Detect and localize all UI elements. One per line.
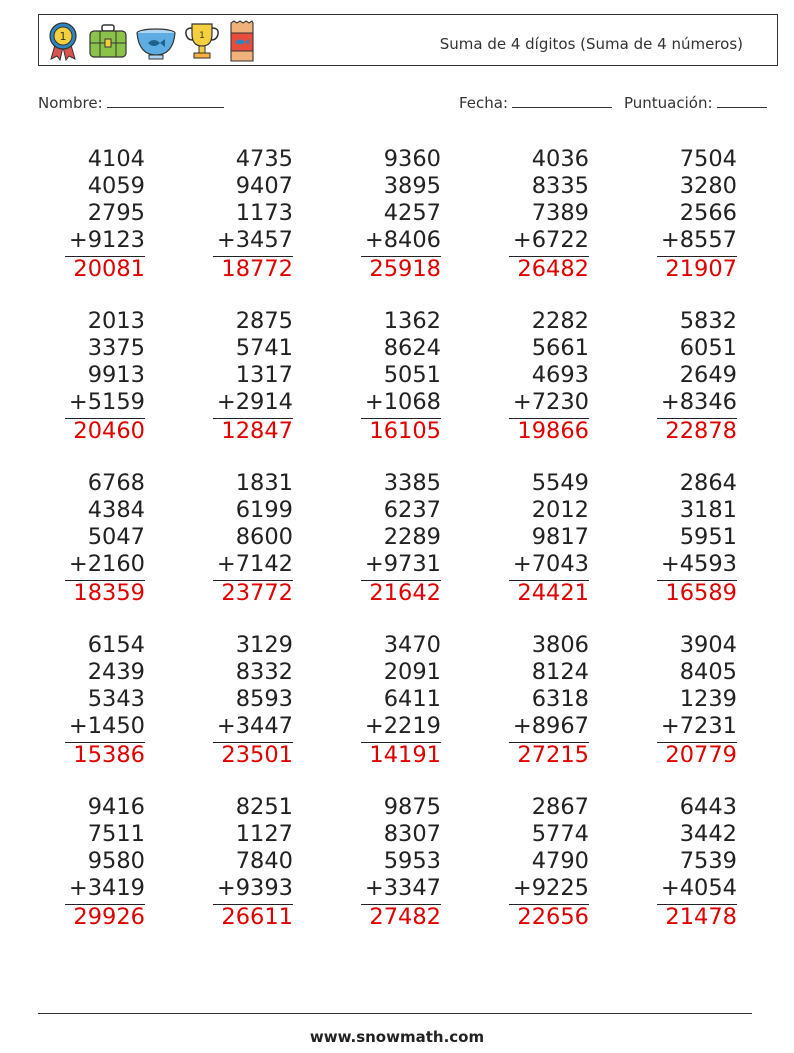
addend: 8600	[235, 524, 293, 550]
addend: 8124	[531, 659, 589, 685]
addition-problem	[657, 632, 737, 769]
addend: 5741	[235, 335, 293, 361]
addend: 3895	[383, 173, 441, 199]
addition-problem	[65, 146, 145, 283]
addend: 8593	[235, 686, 293, 712]
addend: 6237	[383, 497, 441, 523]
addition-problem	[657, 146, 737, 283]
addend: 6199	[235, 497, 293, 523]
addend: 5951	[679, 524, 737, 550]
answer: 23501	[221, 742, 293, 768]
addition-problem	[65, 794, 145, 931]
addition-problem	[65, 308, 145, 445]
addend: 4104	[87, 146, 145, 172]
addend: 3181	[679, 497, 737, 523]
addend: 2013	[87, 308, 145, 334]
addend: 2091	[383, 659, 441, 685]
last-addend: +9123	[68, 227, 145, 253]
addend: 6443	[679, 794, 737, 820]
addend: 9416	[87, 794, 145, 820]
addend: 4059	[87, 173, 145, 199]
last-addend: +4054	[660, 875, 737, 901]
addend: 7511	[87, 821, 145, 847]
answer: 18359	[73, 580, 145, 606]
addend: 3806	[531, 632, 589, 658]
addend: 8307	[383, 821, 441, 847]
addition-problem	[509, 146, 589, 283]
addend: 4036	[531, 146, 589, 172]
addend: 6051	[679, 335, 737, 361]
answer: 25918	[369, 256, 441, 282]
answer: 14191	[369, 742, 441, 768]
score-field	[624, 93, 767, 112]
addend: 7504	[679, 146, 737, 172]
addition-problem	[509, 470, 589, 607]
last-addend: +3347	[364, 875, 441, 901]
last-addend: +9225	[512, 875, 589, 901]
addend: 7389	[531, 200, 589, 226]
svg-text:1: 1	[199, 31, 205, 41]
addend: 7539	[679, 848, 737, 874]
addend: 2282	[531, 308, 589, 334]
fishbowl-icon	[135, 21, 177, 61]
answer: 20081	[73, 256, 145, 282]
addition-problem	[65, 632, 145, 769]
last-addend: +7231	[660, 713, 737, 739]
addend: 2566	[679, 200, 737, 226]
answer: 27215	[517, 742, 589, 768]
addend: 8405	[679, 659, 737, 685]
addition-problem	[361, 470, 441, 607]
addition-problem	[657, 794, 737, 931]
addend: 2649	[679, 362, 737, 388]
footer-site: www.snowmath.com	[309, 1028, 485, 1046]
addend: 1127	[235, 821, 293, 847]
addend: 1317	[235, 362, 293, 388]
last-addend: +9731	[364, 551, 441, 577]
last-addend: +1068	[364, 389, 441, 415]
addend: 2875	[235, 308, 293, 334]
addend: 1173	[235, 200, 293, 226]
addend: 6768	[87, 470, 145, 496]
answer: 15386	[73, 742, 145, 768]
answer: 29926	[73, 904, 145, 930]
last-addend: +8557	[660, 227, 737, 253]
addition-problem	[657, 470, 737, 607]
addend: 5051	[383, 362, 441, 388]
date-field	[459, 93, 612, 112]
name-label: Nombre:	[38, 94, 103, 112]
date-label: Fecha:	[459, 94, 509, 112]
addend: 3904	[679, 632, 737, 658]
trophy-icon	[183, 20, 221, 62]
date-blank-line[interactable]	[512, 93, 612, 108]
addend: 2864	[679, 470, 737, 496]
addition-problem	[509, 794, 589, 931]
addition-problem	[213, 794, 293, 931]
addition-problem	[213, 470, 293, 607]
answer: 18772	[221, 256, 293, 282]
addend: 4735	[235, 146, 293, 172]
addend: 3442	[679, 821, 737, 847]
addition-problem	[361, 146, 441, 283]
answer: 26482	[517, 256, 589, 282]
addend: 3375	[87, 335, 145, 361]
addition-problem	[657, 308, 737, 445]
score-blank-line[interactable]	[717, 93, 767, 108]
name-blank-line[interactable]	[107, 93, 224, 108]
answer: 16105	[369, 418, 441, 444]
answer: 21907	[665, 256, 737, 282]
last-addend: +3419	[68, 875, 145, 901]
addition-problem	[65, 470, 145, 607]
addend: 5661	[531, 335, 589, 361]
addend: 8624	[383, 335, 441, 361]
addend: 4384	[87, 497, 145, 523]
answer: 22656	[517, 904, 589, 930]
addition-problem	[213, 632, 293, 769]
addend: 6411	[383, 686, 441, 712]
addend: 2289	[383, 524, 441, 550]
header-icons	[45, 19, 257, 63]
addend: 3280	[679, 173, 737, 199]
addend: 6318	[531, 686, 589, 712]
answer: 26611	[221, 904, 293, 930]
addition-problem	[361, 794, 441, 931]
last-addend: +7043	[512, 551, 589, 577]
svg-text:1: 1	[59, 30, 67, 43]
addend: 9913	[87, 362, 145, 388]
last-addend: +5159	[68, 389, 145, 415]
addend: 3129	[235, 632, 293, 658]
last-addend: +1450	[68, 713, 145, 739]
worksheet-title: Suma de 4 dígitos (Suma de 4 números)	[439, 35, 743, 53]
answer: 16589	[665, 580, 737, 606]
addend: 8335	[531, 173, 589, 199]
addend: 8332	[235, 659, 293, 685]
suitcase-icon	[87, 21, 129, 61]
medal-icon	[45, 21, 81, 61]
addition-problem	[213, 146, 293, 283]
answer: 23772	[221, 580, 293, 606]
addend: 9580	[87, 848, 145, 874]
worksheet-header	[38, 14, 778, 66]
addend: 2795	[87, 200, 145, 226]
addend: 5549	[531, 470, 589, 496]
last-addend: +6722	[512, 227, 589, 253]
last-addend: +3457	[216, 227, 293, 253]
addend: 5953	[383, 848, 441, 874]
addend: 3470	[383, 632, 441, 658]
addend: 6154	[87, 632, 145, 658]
addend: 4257	[383, 200, 441, 226]
answer: 21642	[369, 580, 441, 606]
addition-problem	[509, 632, 589, 769]
addition-problem	[361, 632, 441, 769]
last-addend: +2914	[216, 389, 293, 415]
addend: 1831	[235, 470, 293, 496]
addend: 2867	[531, 794, 589, 820]
addend: 5832	[679, 308, 737, 334]
addition-problem	[509, 308, 589, 445]
answer: 24421	[517, 580, 589, 606]
last-addend: +7142	[216, 551, 293, 577]
last-addend: +4593	[660, 551, 737, 577]
addend: 1239	[679, 686, 737, 712]
addend: 7840	[235, 848, 293, 874]
answer: 12847	[221, 418, 293, 444]
last-addend: +2219	[364, 713, 441, 739]
addend: 9875	[383, 794, 441, 820]
addend: 5343	[87, 686, 145, 712]
footer-divider	[38, 1013, 752, 1014]
addend: 5047	[87, 524, 145, 550]
answer: 22878	[665, 418, 737, 444]
answer: 20460	[73, 418, 145, 444]
last-addend: +2160	[68, 551, 145, 577]
addend: 2012	[531, 497, 589, 523]
addend: 9817	[531, 524, 589, 550]
name-field	[38, 93, 224, 112]
answer: 27482	[369, 904, 441, 930]
addend: 9407	[235, 173, 293, 199]
last-addend: +8346	[660, 389, 737, 415]
addend: 2439	[87, 659, 145, 685]
addend: 9360	[383, 146, 441, 172]
answer: 20779	[665, 742, 737, 768]
last-addend: +8406	[364, 227, 441, 253]
addend: 4693	[531, 362, 589, 388]
addition-problem	[361, 308, 441, 445]
score-label: Puntuación:	[624, 94, 713, 112]
addition-problem	[213, 308, 293, 445]
last-addend: +3447	[216, 713, 293, 739]
last-addend: +8967	[512, 713, 589, 739]
last-addend: +9393	[216, 875, 293, 901]
answer: 19866	[517, 418, 589, 444]
addend: 1362	[383, 308, 441, 334]
fish-can-icon	[227, 19, 257, 63]
addend: 4790	[531, 848, 589, 874]
addend: 3385	[383, 470, 441, 496]
addend: 5774	[531, 821, 589, 847]
last-addend: +7230	[512, 389, 589, 415]
answer: 21478	[665, 904, 737, 930]
addend: 8251	[235, 794, 293, 820]
